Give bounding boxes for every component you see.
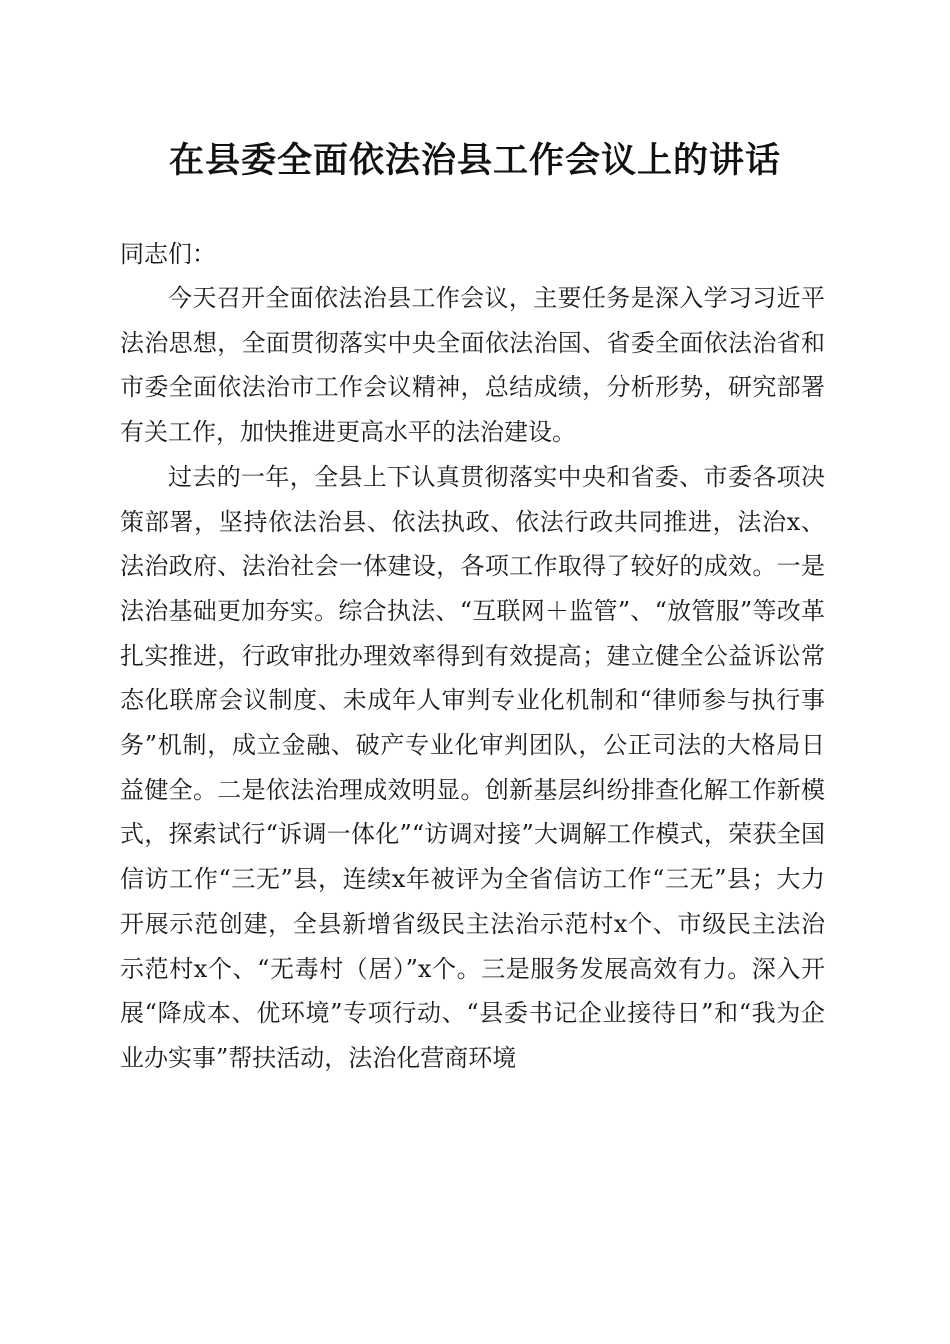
salutation: 同志们： [120, 240, 216, 268]
document-body [120, 276, 825, 1081]
document-title: 在县委全面依法治县工作会议上的讲话 [168, 140, 781, 181]
paragraph: 今天召开全面依法治县工作会议，主要任务是深入学习习近平法治思想，全面贯彻落实中央全面依法治国、省委全面依法治省和市委全面依法治市工作会议精神，总结成绩，分析形势，研究部署有关工作，加快推进更高水平的法治建设。 [120, 284, 825, 447]
paragraph: 过去的一年，全县上下认真贯彻落实中央和省委、市委各项决策部署，坚持依法治县、依法执政、依法行政共同推进，法治x、法治政府、法治社会一体建设，各项工作取得了较好的成效。一是法治基础更加夯实。综合执法、“互联网＋监管”、“放管服”等改革扎实推进，行政审批办理效率得到有效提高；建立健全公益诉讼常态化联席会议制度、未成年人审判专业化机制和“律师参与执行事务”机制，成立金融、破产专业化审判团队，公正司法的大格局日益健全。二是依法治理成效明显。创新基层纠纷排查化解工作新模式，探索试行“诉调一体化”“访调对接”大调解工作模式，荣获全国信访工作“三无”县，连续x年被评为全省信访工作“三无”县；大力开展示范创建，全县新增省级民主法治示范村x个、市级民主法治示范村x个、“无毒村（居）”x个。三是服务发展高效有力。深入开展“降成本、优环境”专项行动、“县委书记企业接待日”和“我为企业办实事”帮扶活动，法治化营商环境 [120, 462, 825, 1072]
